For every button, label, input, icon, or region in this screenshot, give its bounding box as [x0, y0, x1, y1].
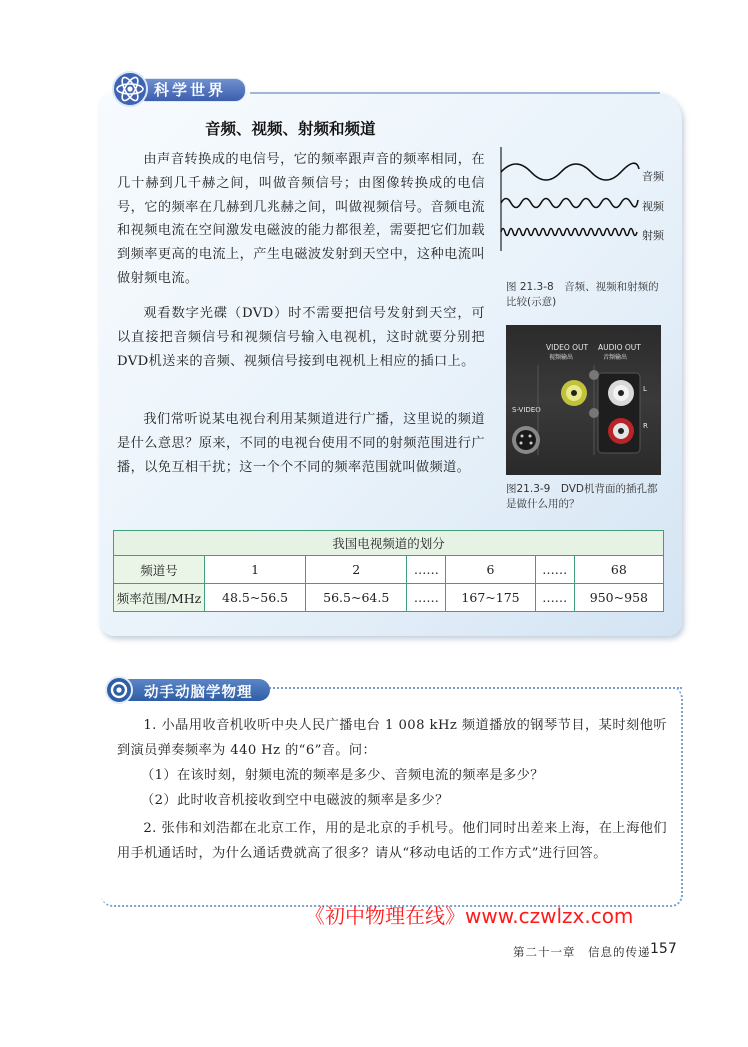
badge-label: 动手动脑学物理 [144, 685, 253, 701]
s-video-label: S-VIDEO [512, 406, 541, 414]
table-cell: 167~175 [446, 584, 535, 612]
article-title: 音频、视频、射频和频道 [205, 120, 376, 138]
question-1a: （1）在该时刻，射频电流的频率是多少、音频电流的频率是多少？ [141, 768, 544, 783]
wave-label-video: 视频 [642, 200, 664, 213]
exercise-top-border [262, 687, 682, 689]
table-cell: 1 [205, 556, 306, 584]
table-cell: …… [407, 556, 446, 584]
figure-caption-waves: 图 21.3-8 音频、视频和射频的比较(示意) [506, 281, 659, 308]
footer-chapter-title: 第二十一章 信息的传递 [513, 945, 651, 959]
table-cell: …… [535, 584, 574, 612]
table-cell: …… [407, 584, 446, 612]
tv-channel-table [113, 530, 664, 612]
table-title: 我国电视频道的划分 [114, 531, 664, 556]
watermark: 《初中物理在线》www.czwlzx.com [305, 904, 634, 928]
table-row-header: 频道号 [114, 556, 205, 584]
badge-label: 科学世界 [154, 81, 227, 99]
target-icon [104, 676, 134, 706]
left-channel-label: L [643, 385, 647, 393]
wave-label-rf: 射频 [642, 229, 664, 242]
video-out-label: VIDEO OUT [546, 343, 589, 352]
table-cell: 48.5~56.5 [205, 584, 306, 612]
audio-wave [501, 163, 639, 180]
paragraph-channel: 我们常听说某电视台利用某频道进行广播，这里说的频道是什么意思？原来，不同的电视台使用不同的射频范围进行广播，以免互相干扰；这一个个不同的频率范围就叫做频道。 [117, 412, 485, 475]
table-row [114, 584, 664, 612]
connector-jacks [506, 325, 661, 475]
exercise-badge [104, 676, 274, 704]
video-wave [501, 199, 638, 208]
table-cell: 2 [306, 556, 407, 584]
table-row-header: 频率范围/MHz [114, 584, 205, 612]
table-row [114, 556, 664, 584]
video-out-cn-label: 视频输出 [549, 354, 574, 361]
audio-out-cn-label: 音频输出 [603, 354, 628, 361]
paragraph-dvd: 观看数字光碟（DVD）时不需要把信号发射到天空，可以直接把音频信号和视频信号输入电视机，这时就要分别把DVD机送来的音频、视频信号接到电视机上相应的插口上。 [117, 306, 485, 369]
table-cell: 6 [446, 556, 535, 584]
figure-caption-dvd: 图21.3-9 DVD机背面的插孔都是做什么用的？ [506, 483, 658, 510]
table-title-row [114, 531, 664, 556]
question-1b: （2）此时收音机接收到空中电磁波的频率是多少？ [141, 793, 449, 808]
dvd-back-panel-photo [506, 325, 661, 475]
table-cell: 56.5~64.5 [306, 584, 407, 612]
question-1: 1. 小晶用收音机收听中央人民广播电台 1 008 kHz 频道播放的钢琴节目，某时刻他听到演员弹奏频率为 440 Hz 的“6”音。问： [117, 718, 667, 758]
radio-wave [501, 229, 637, 236]
table-cell: …… [535, 556, 574, 584]
paragraph-audio-video: 由声音转换成的电信号，它的频率跟声音的频率相同，在几十赫到几千赫之间，叫做音频信号；由图像转换成的电信号，它的频率在几赫到几兆赫之间，叫做视频信号。音频电流和视频电流在空间激发电磁波的能力都很差，需要把它们加载到频率更高的电流上，产生电磁波发射到天空中，这种电流叫做射频电流。 [117, 152, 485, 286]
table-cell: 68 [574, 556, 663, 584]
wave-label-audio: 音频 [642, 170, 664, 183]
question-2: 2. 张伟和刘浩都在北京工作，用的是北京的手机号。他们同时出差来上海，在上海他们用手机通话时，为什么通话费就高了很多？请从“移动电话的工作方式”进行回答。 [117, 821, 667, 861]
science-world-badge [108, 70, 258, 106]
page-number: 157 [650, 941, 677, 957]
right-channel-label: R [643, 422, 648, 430]
table-cell: 950~958 [574, 584, 663, 612]
section-divider [250, 92, 660, 94]
audio-out-label: AUDIO OUT [598, 343, 641, 352]
atom-icon [108, 70, 154, 108]
